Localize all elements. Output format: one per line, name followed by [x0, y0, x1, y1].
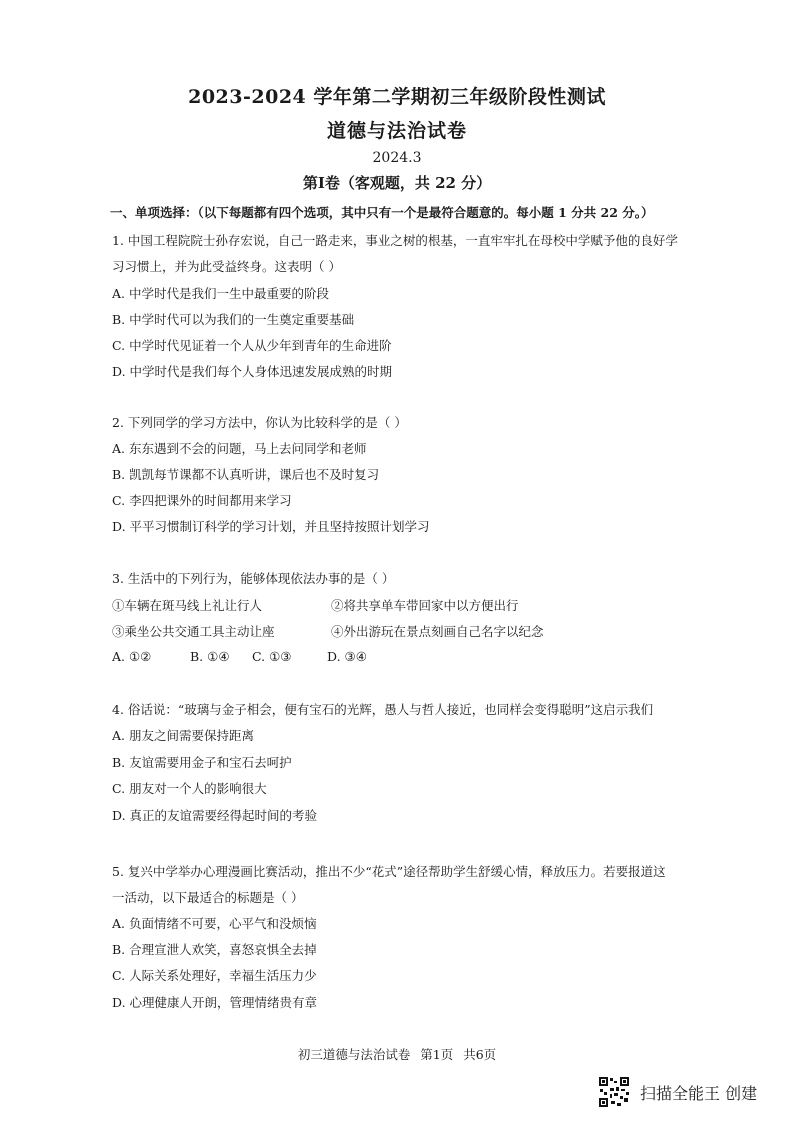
exam-subject: 道德与法治试卷: [326, 120, 467, 142]
question-2-option-d: D. 平平习惯制订科学的学习计划，并且坚持按照计划学习: [112, 519, 430, 534]
question-3-stem: 3. 生活中的下列行为，能够体现依法办事的是（ ）: [112, 571, 395, 586]
question-4-option-a: A. 朋友之间需要保持距离: [112, 728, 254, 743]
question-1-option-a: A. 中学时代是我们一生中最重要的阶段: [112, 286, 329, 301]
question-5-stem-line1: 5. 复兴中学举办心理漫画比赛活动，推出不少“花式”途径帮助学生舒缓心情，释放压力。若要报道这: [112, 864, 666, 879]
qr-code-icon: [598, 1076, 630, 1108]
question-4-stem: 4. 俗话说：“玻璃与金子相会，便有宝石的光辉，愚人与哲人接近，也同样会变得聪明”这启示我们: [112, 702, 654, 717]
question-5-option-b: B. 合理宣泄人欢笑，喜怒哀惧全去掉: [112, 942, 317, 957]
question-3-choice-c: C. ①③: [252, 649, 292, 664]
exam-title: 2023-2024 学年第二学期初三年级阶段性测试: [188, 86, 606, 108]
question-5-stem-line2: 一活动，以下最适合的标题是（ ）: [112, 890, 304, 905]
question-2-option-c: C. 李四把课外的时间都用来学习: [112, 493, 292, 508]
question-1-stem-line1: 1. 中国工程院院士孙存宏说，自己一路走来，事业之树的根基，一直牢牢扎在母校中学赋予他的良好学: [112, 233, 678, 248]
exam-date: 2024.3: [372, 150, 422, 166]
question-3-item-1: ①车辆在斑马线上礼让行人: [112, 598, 263, 613]
watermark-text: 扫描全能王 创建: [640, 1083, 758, 1103]
question-4-option-c: C. 朋友对一个人的影响很大: [112, 781, 267, 796]
question-2-stem: 2. 下列同学的学习方法中，你认为比较科学的是（ ）: [112, 415, 407, 430]
question-1-option-c: C. 中学时代见证着一个人从少年到青年的生命进阶: [112, 338, 392, 353]
question-1-option-d: D. 中学时代是我们每个人身体迅速发展成熟的时期: [112, 364, 393, 379]
question-4-option-d: D. 真正的友谊需要经得起时间的考验: [112, 808, 318, 823]
question-5-option-a: A. 负面情绪不可要，心平气和没烦恼: [112, 916, 317, 931]
question-2-option-b: B. 凯凯每节课都不认真听讲，课后也不及时复习: [112, 467, 380, 482]
question-5-option-c: C. 人际关系处理好，幸福生活压力少: [112, 968, 317, 983]
question-5-option-d: D. 心理健康人开朗，管理情绪贵有章: [112, 995, 318, 1010]
question-3-item-2: ②将共享单车带回家中以方便出行: [331, 598, 519, 613]
question-2-option-a: A. 东东遇到不会的问题，马上去问同学和老师: [112, 441, 367, 456]
scanner-watermark: [598, 1076, 757, 1108]
question-1-stem-line2: 习习惯上，并为此受益终身。这表明（ ）: [112, 259, 341, 274]
section-heading: 一、单项选择：（以下每题都有四个选项，其中只有一个是最符合题意的。每小题 1 分共 22 分。）: [110, 205, 654, 220]
question-1-option-b: B. 中学时代可以为我们的一生奠定重要基础: [112, 312, 355, 327]
volume-heading: 第Ⅰ卷（客观题，共 22 分）: [302, 174, 492, 192]
question-3-choice-a: A. ①②: [112, 649, 152, 664]
question-3-item-3: ③乘坐公共交通工具主动让座: [112, 624, 275, 639]
question-3-choice-d: D. ③④: [327, 649, 367, 664]
question-3-item-4: ④外出游玩在景点刻画自己名字以纪念: [331, 624, 544, 639]
page-footer: 初三道德与法治试卷 第1页 共6页: [297, 1047, 497, 1062]
question-4-option-b: B. 友谊需要用金子和宝石去呵护: [112, 755, 292, 770]
question-3-choice-b: B. ①④: [190, 649, 230, 664]
